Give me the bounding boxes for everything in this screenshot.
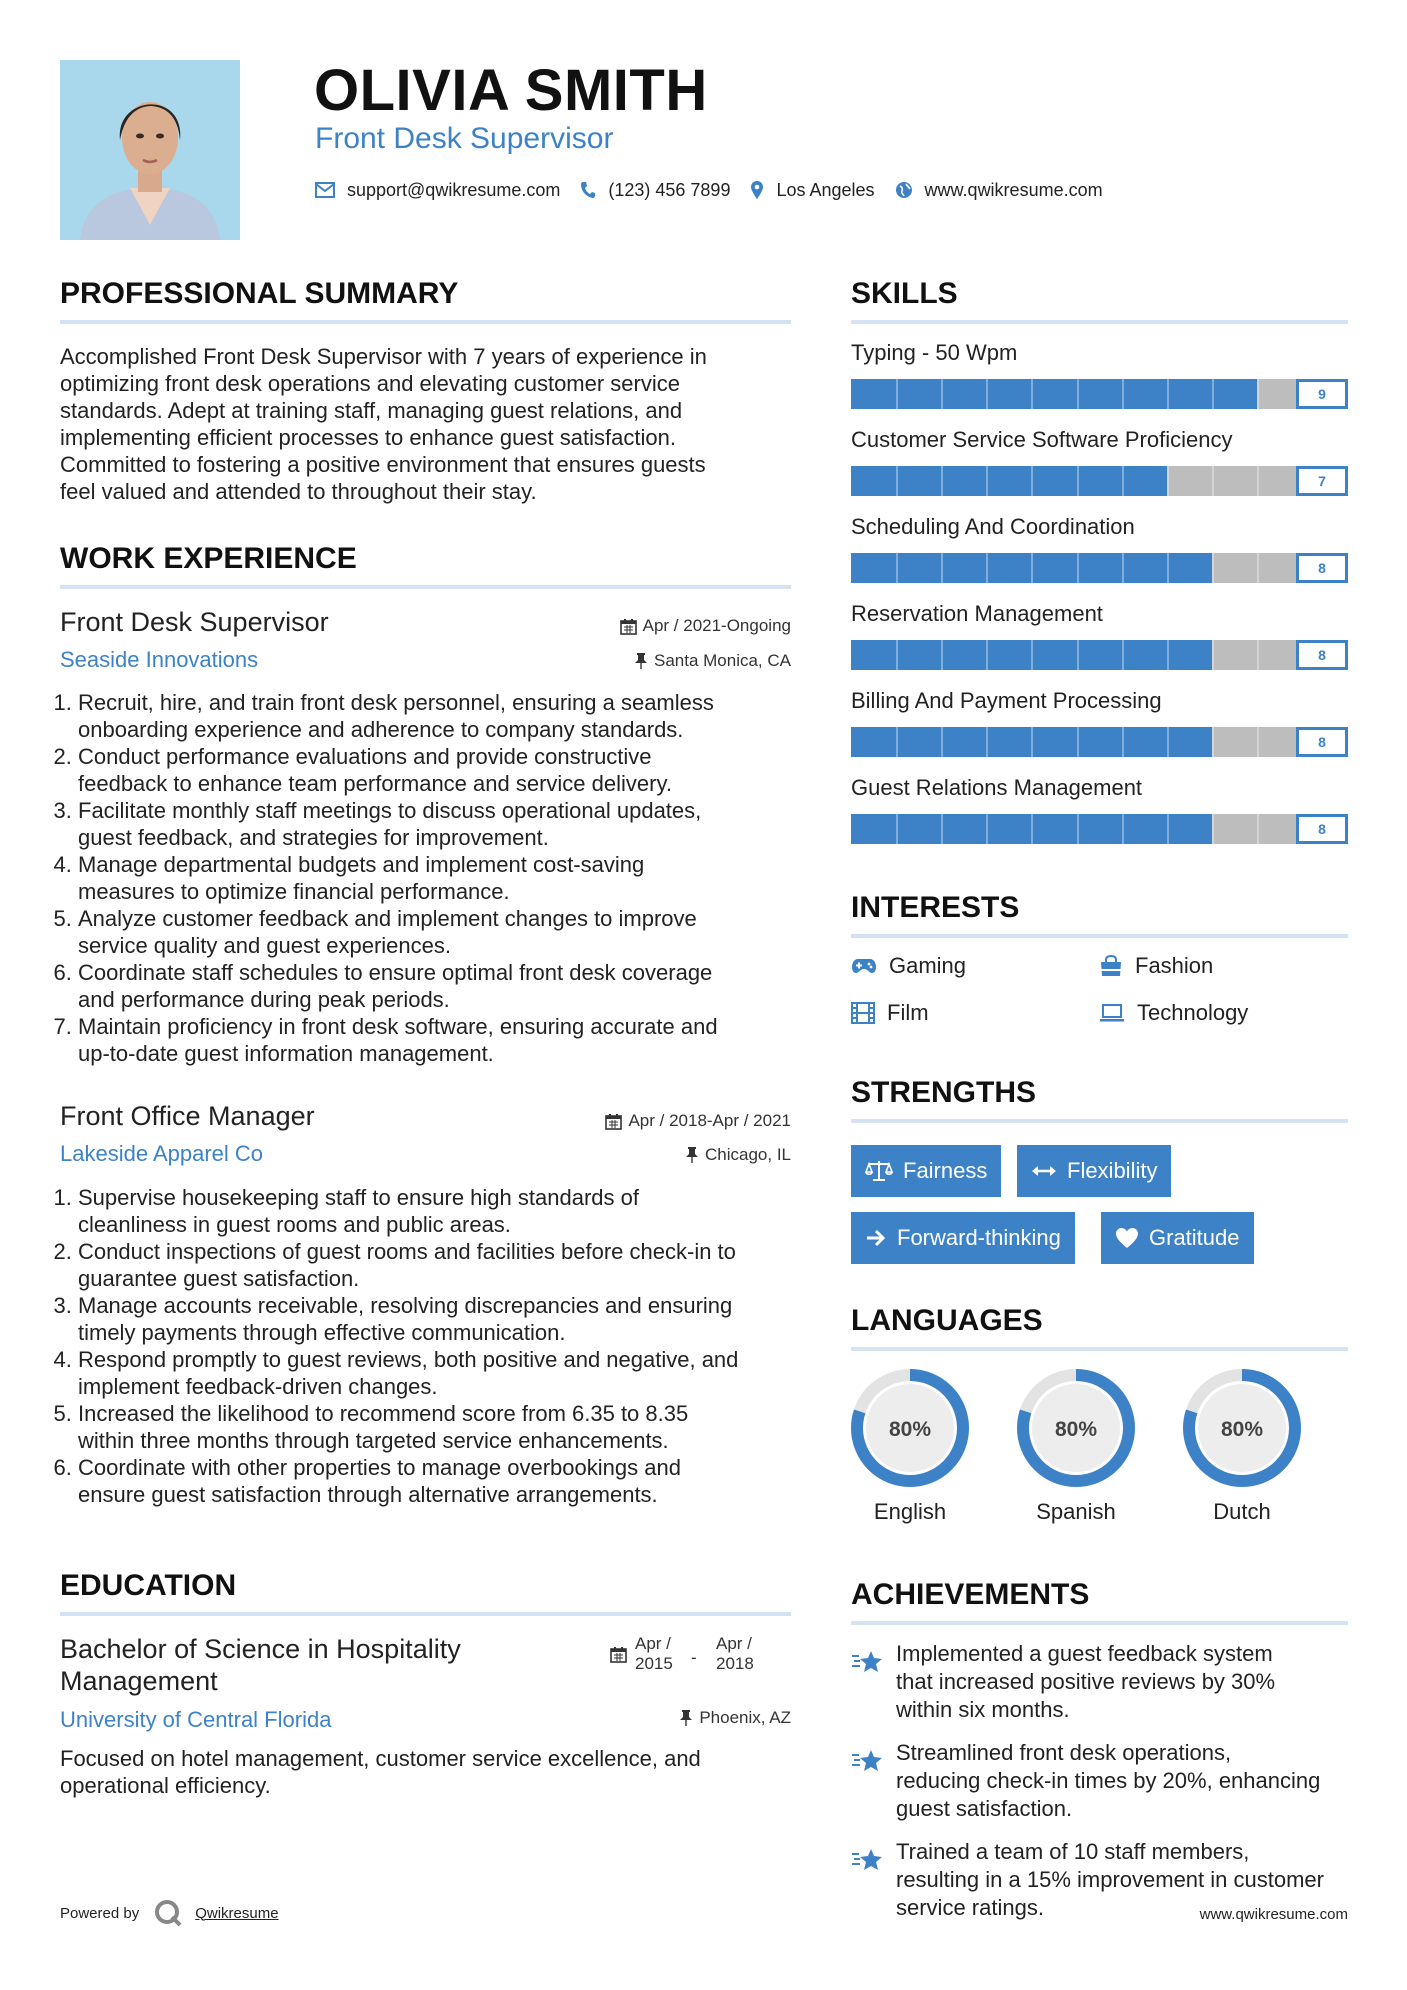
summary-divider	[60, 320, 791, 324]
email-text: support@qwikresume.com	[347, 179, 561, 200]
language-item	[1014, 1366, 1138, 1525]
edu-end	[716, 1634, 754, 1674]
calendar-icon	[610, 1646, 627, 1663]
education-location-text: Phoenix, AZ	[699, 1708, 791, 1727]
skill-level-badge: 9	[1296, 379, 1348, 409]
skill-bar-segment	[1077, 814, 1079, 844]
interest-gaming	[851, 953, 966, 979]
job-company: Lakeside Apparel Co	[60, 1141, 264, 1166]
skill-bar-segment	[1257, 814, 1259, 844]
skill-level-badge: 7	[1296, 466, 1348, 496]
edu-end-month: Apr /	[716, 1634, 752, 1653]
shooting-star-icon	[851, 1747, 885, 1775]
achievement-text	[896, 1640, 1356, 1724]
degree-line: Bachelor of Science in Hospitality	[60, 1634, 461, 1664]
skill-bar-segment	[941, 553, 943, 583]
skill-bar-segment	[1212, 640, 1214, 670]
skill-bar-segment	[1212, 466, 1214, 496]
skill-bar-segment	[1167, 379, 1169, 409]
shooting-star-icon	[851, 1648, 885, 1676]
location-text: Los Angeles	[776, 179, 875, 200]
interests-divider	[851, 934, 1348, 938]
strength-label: Fairness	[903, 1158, 988, 1183]
arrows-horizontal-icon	[1031, 1163, 1057, 1179]
summary-line: optimizing front desk operations and elevating customer service	[60, 371, 680, 396]
job-responsibilities	[60, 689, 818, 1067]
language-label: Spanish	[1036, 1499, 1116, 1524]
skill-item	[851, 774, 1348, 844]
gamepad-icon	[851, 957, 877, 975]
achievement-line: guest satisfaction.	[896, 1796, 1073, 1821]
pushpin-icon	[679, 1709, 693, 1727]
language-ring	[848, 1366, 972, 1490]
skill-bar-segment	[1167, 553, 1169, 583]
skill-bar-segment	[986, 553, 988, 583]
job-responsibilities	[60, 1184, 818, 1508]
skill-bar-segment	[941, 640, 943, 670]
interest-film	[851, 1000, 929, 1026]
skill-bar-segment	[1031, 640, 1033, 670]
skill-bar	[851, 466, 1348, 496]
skill-label: Billing And Payment Processing	[851, 688, 1162, 713]
job-company: Seaside Innovations	[60, 647, 259, 672]
summary-line: standards. Adept at training staff, managing guest relations, and	[60, 398, 683, 423]
language-ring	[1014, 1366, 1138, 1490]
achievement-line: reducing check-in times by 20%, enhancing	[896, 1768, 1321, 1793]
education-date	[610, 1634, 760, 1674]
achievement-text	[896, 1739, 1356, 1823]
strength-chip-gratitude	[1101, 1212, 1254, 1264]
education-divider	[60, 1612, 791, 1616]
skill-bar-segment	[1257, 640, 1259, 670]
skill-bar-segment	[986, 379, 988, 409]
summary-heading: PROFESSIONAL SUMMARY	[60, 277, 459, 310]
languages-divider	[851, 1347, 1348, 1351]
language-label: Dutch	[1213, 1499, 1271, 1524]
summary-line: Committed to fostering a positive environment that ensures guests	[60, 452, 706, 477]
pushpin-icon	[685, 1146, 699, 1164]
strength-chip-fairness	[851, 1145, 1001, 1197]
skill-bar-segment	[1257, 466, 1259, 496]
brand-link[interactable]: Qwikresume	[195, 1904, 279, 1922]
degree-line: Management	[60, 1666, 218, 1696]
skill-bar-segment	[1122, 466, 1124, 496]
list-item: 5. Analyze customer feedback and implement changes to improve service quality and guest experiences.	[78, 905, 818, 959]
job-location-text: Santa Monica, CA	[653, 651, 791, 670]
contact-phone[interactable]	[580, 180, 730, 201]
skill-bar-segment	[986, 640, 988, 670]
education-description	[60, 1745, 791, 1799]
skill-bar-segment	[1257, 379, 1259, 409]
skill-bar-segment	[896, 466, 898, 496]
skill-label: Reservation Management	[851, 601, 1103, 626]
skill-bar-segment	[1167, 727, 1169, 757]
language-item	[848, 1366, 972, 1525]
strength-label: Forward-thinking	[897, 1225, 1061, 1250]
contact-row	[315, 176, 1123, 204]
list-item: 4. Manage departmental budgets and implement cost-saving measures to optimize financial performance.	[78, 851, 818, 905]
edu-start-year: 2015	[635, 1654, 673, 1673]
skill-bar-segment	[1167, 640, 1169, 670]
skill-bar-segment	[986, 466, 988, 496]
skill-bar-segment	[986, 727, 988, 757]
skill-bar-segment	[941, 727, 943, 757]
job-title: Front Desk Supervisor	[60, 607, 329, 637]
skill-bar-segment	[1122, 379, 1124, 409]
balance-scale-icon	[865, 1159, 893, 1183]
list-item: 3. Facilitate monthly staff meetings to discuss operational updates, guest feedback, and strategies for improvement.	[78, 797, 818, 851]
list-item: 5. Increased the likelihood to recommend score from 6.35 to 8.35 within three months through targeted service enhancements.	[78, 1400, 818, 1454]
skill-label: Scheduling And Coordination	[851, 514, 1135, 539]
skill-bar	[851, 640, 1348, 670]
skill-bar-segment	[1257, 553, 1259, 583]
pushpin-icon	[634, 652, 648, 670]
skill-bar-segment	[1257, 727, 1259, 757]
skill-bar	[851, 727, 1348, 757]
job-date-text: Apr / 2021-Ongoing	[642, 616, 791, 635]
skill-bar-segment	[896, 814, 898, 844]
skill-bar-segment	[1031, 379, 1033, 409]
strengths-heading: STRENGTHS	[851, 1076, 1037, 1109]
skill-bar-segment	[1212, 727, 1214, 757]
job-date-text: Apr / 2018-Apr / 2021	[628, 1111, 791, 1130]
skill-bar-segment	[941, 466, 943, 496]
calendar-icon	[620, 618, 637, 635]
contact-location	[750, 180, 874, 201]
skill-label: Typing - 50 Wpm	[851, 340, 1018, 365]
job-location	[634, 651, 791, 671]
skill-bar-segment	[1077, 466, 1079, 496]
heart-icon	[1115, 1227, 1139, 1249]
skill-bar-segment	[1031, 553, 1033, 583]
skill-bar-segment	[1077, 727, 1079, 757]
interest-label: Fashion	[1135, 953, 1214, 978]
powered-by-text: Powered by	[60, 1904, 140, 1922]
skill-bar-segment	[896, 640, 898, 670]
skill-item	[851, 339, 1348, 409]
skill-item	[851, 687, 1348, 757]
skill-bar-segment	[1122, 727, 1124, 757]
shopping-bag-icon	[1099, 955, 1123, 977]
achievement-line: Trained a team of 10 staff members,	[896, 1839, 1250, 1864]
phone-icon	[580, 181, 596, 199]
achievement-line: within six months.	[896, 1697, 1070, 1722]
skill-bar-fill	[851, 466, 1167, 496]
job-location	[685, 1145, 791, 1165]
skill-bar-segment	[1031, 814, 1033, 844]
candidate-role: Front Desk Supervisor	[315, 122, 614, 155]
achievement-line: service ratings.	[896, 1895, 1044, 1920]
list-item: 6. Coordinate with other properties to manage overbookings and ensure guest satisfaction through alternative arrangements.	[78, 1454, 818, 1508]
skill-level-badge: 8	[1296, 727, 1348, 757]
contact-email[interactable]	[315, 180, 560, 201]
experience-heading: WORK EXPERIENCE	[60, 542, 357, 575]
skill-bar-segment	[1122, 640, 1124, 670]
skill-bar-segment	[896, 553, 898, 583]
school-name: University of Central Florida	[60, 1707, 332, 1732]
degree-title	[60, 1633, 580, 1697]
languages-list	[848, 1366, 1348, 1536]
achievements-divider	[851, 1621, 1348, 1625]
skill-bar-segment	[1212, 553, 1214, 583]
interest-fashion	[1099, 953, 1213, 979]
skills-heading: SKILLS	[851, 277, 958, 310]
skill-bar-segment	[1031, 466, 1033, 496]
edu-end-year: 2018	[716, 1654, 754, 1673]
skills-divider	[851, 320, 1348, 324]
language-percent: 80%	[1220, 1418, 1264, 1441]
language-label: English	[873, 1499, 947, 1524]
language-percent: 80%	[1054, 1418, 1098, 1441]
skill-label: Guest Relations Management	[851, 775, 1143, 800]
achievement-line: Implemented a guest feedback system	[896, 1641, 1273, 1666]
achievement-line: Streamlined front desk operations,	[896, 1740, 1232, 1765]
profile-photo	[60, 60, 240, 240]
skill-level-badge: 8	[1296, 640, 1348, 670]
strength-chip-forward-thinking	[851, 1212, 1075, 1264]
edu-date-dash: -	[691, 1648, 697, 1667]
job-location-text: Chicago, IL	[705, 1145, 791, 1164]
education-heading: EDUCATION	[60, 1569, 237, 1602]
languages-heading: LANGUAGES	[851, 1304, 1043, 1337]
interest-technology	[1099, 1000, 1248, 1026]
edu-start-month: Apr /	[635, 1634, 671, 1653]
achievement-line: that increased positive reviews by 30%	[896, 1669, 1276, 1694]
skill-bar-segment	[941, 814, 943, 844]
achievement-line: resulting in a 15% improvement in customer	[896, 1867, 1324, 1892]
globe-icon	[895, 181, 913, 199]
edu-start	[635, 1634, 673, 1674]
interest-label: Gaming	[889, 953, 967, 978]
skill-bar-segment	[1122, 814, 1124, 844]
list-item: 2. Conduct performance evaluations and provide constructive feedback to enhance team performance and service delivery.	[78, 743, 818, 797]
calendar-icon	[605, 1113, 622, 1130]
skill-bar	[851, 553, 1348, 583]
skill-item	[851, 600, 1348, 670]
skill-bar-segment	[1167, 466, 1169, 496]
list-item: 1. Supervise housekeeping staff to ensure high standards of cleanliness in guest rooms and public areas.	[78, 1184, 818, 1238]
interest-label: Technology	[1137, 1000, 1249, 1025]
skill-bar-segment	[986, 814, 988, 844]
map-marker-icon	[750, 180, 764, 200]
strength-label: Flexibility	[1067, 1158, 1158, 1183]
summary-text	[60, 343, 791, 505]
list-item: 6. Coordinate staff schedules to ensure optimal front desk coverage and performance during peak periods.	[78, 959, 818, 1013]
skill-bar-segment	[1212, 379, 1214, 409]
powered-by	[60, 1898, 279, 1928]
education-desc-line: Focused on hotel management, customer service excellence, and	[60, 1746, 701, 1771]
envelope-icon	[315, 182, 335, 198]
education-desc-line: operational efficiency.	[60, 1773, 271, 1798]
skill-bar-segment	[1077, 640, 1079, 670]
skill-bar-segment	[896, 379, 898, 409]
skill-bar-segment	[1077, 379, 1079, 409]
skill-bar-segment	[941, 379, 943, 409]
list-item: 2. Conduct inspections of guest rooms and facilities before check-in to guarantee guest satisfaction.	[78, 1238, 818, 1292]
skill-bar-segment	[1212, 814, 1214, 844]
education-location	[679, 1708, 791, 1728]
achievements-heading: ACHIEVEMENTS	[851, 1578, 1090, 1611]
job-date	[605, 1111, 791, 1131]
qwikresume-logo-icon	[153, 1898, 183, 1928]
language-percent: 80%	[888, 1418, 932, 1441]
interest-label: Film	[887, 1000, 929, 1025]
candidate-name: OLIVIA SMITH	[314, 58, 708, 123]
experience-divider	[60, 585, 791, 589]
skill-level-badge: 8	[1296, 814, 1348, 844]
list-item: 4. Respond promptly to guest reviews, both positive and negative, and implement feedback-driven changes.	[78, 1346, 818, 1400]
skill-bar-segment	[1122, 553, 1124, 583]
footer-website[interactable]: www.qwikresume.com	[1199, 1906, 1348, 1923]
contact-website[interactable]	[895, 180, 1103, 201]
summary-line: Accomplished Front Desk Supervisor with 7 years of experience in	[60, 344, 707, 369]
job-date	[620, 616, 791, 636]
strength-label: Gratitude	[1149, 1225, 1240, 1250]
skill-bar	[851, 379, 1348, 409]
job-title: Front Office Manager	[60, 1101, 315, 1131]
skill-bar-segment	[896, 727, 898, 757]
skill-item	[851, 513, 1348, 583]
language-item	[1180, 1366, 1304, 1525]
skill-bar-segment	[1031, 727, 1033, 757]
shooting-star-icon	[851, 1846, 885, 1874]
list-item: 1. Recruit, hire, and train front desk personnel, ensuring a seamless onboarding experience and adherence to company standards.	[78, 689, 818, 743]
skill-bar-segment	[1167, 814, 1169, 844]
strength-chip-flexibility	[1017, 1145, 1171, 1197]
phone-text: (123) 456 7899	[608, 179, 731, 200]
skill-level-badge: 8	[1296, 553, 1348, 583]
summary-line: implementing efficient processes to enhance guest satisfaction.	[60, 425, 676, 450]
skill-item	[851, 426, 1348, 496]
list-item: 7. Maintain proficiency in front desk software, ensuring accurate and up-to-date guest information management.	[78, 1013, 818, 1067]
film-icon	[851, 1002, 875, 1024]
list-item: 3. Manage accounts receivable, resolving discrepancies and ensuring timely payments through effective communication.	[78, 1292, 818, 1346]
skill-bar-fill	[851, 379, 1257, 409]
arrow-right-icon	[865, 1228, 887, 1248]
laptop-icon	[1099, 1003, 1125, 1023]
strengths-divider	[851, 1119, 1348, 1123]
skill-bar	[851, 814, 1348, 844]
skill-bar-segment	[1077, 553, 1079, 583]
skill-label: Customer Service Software Proficiency	[851, 427, 1233, 452]
interests-heading: INTERESTS	[851, 891, 1020, 924]
language-ring	[1180, 1366, 1304, 1490]
website-text: www.qwikresume.com	[924, 179, 1103, 200]
summary-line: feel valued and attended to throughout their stay.	[60, 479, 537, 504]
